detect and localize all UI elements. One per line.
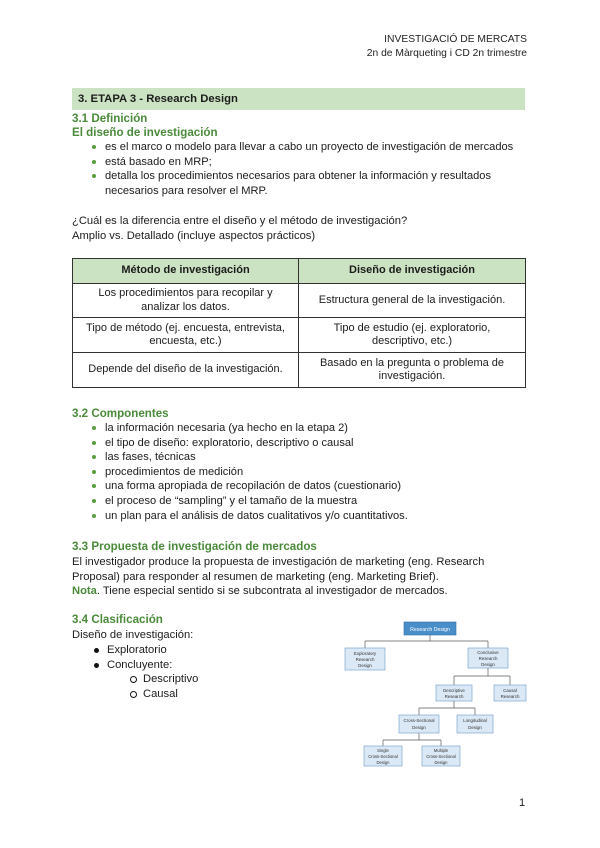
bullet-icon — [94, 648, 99, 653]
diagram-label: Research — [478, 656, 498, 661]
bullet-icon — [92, 499, 96, 503]
list-item: Causal — [127, 687, 198, 702]
list-item: las fases, técnicas — [88, 450, 528, 465]
difference-question: ¿Cuál es la diferencia entre el diseño y el método de investigación? — [72, 215, 408, 227]
proposal-text-line1: El investigador produce la propuesta de investigación de marketing (eng. Research — [72, 556, 485, 568]
table-header-row — [73, 259, 526, 284]
column-header: Diseño de investigación — [299, 259, 526, 284]
diagram-root-label: Research Design — [410, 627, 450, 633]
bullet-icon — [92, 174, 96, 178]
diagram-label: Cross-Sectional — [403, 718, 435, 723]
bullet-icon — [92, 441, 96, 445]
list-item: detalla los procedimientos necesarios para obtener la información y resultados — [88, 169, 528, 184]
list-item: Descriptivo — [127, 672, 198, 687]
table-row — [73, 284, 526, 318]
bullet-icon — [92, 145, 96, 149]
list-item: un plan para el análisis de datos cualitativos y/o cuantitativos. — [88, 509, 528, 524]
table-row — [73, 353, 526, 388]
nota-label: Nota — [72, 585, 97, 597]
nota-line — [72, 584, 448, 599]
table-cell: Tipo de estudio (ej. exploratorio, descriptivo, etc.) — [299, 318, 526, 353]
diagram-label: Design — [481, 662, 495, 667]
diagram-label: Design — [434, 760, 448, 765]
bullet-icon — [92, 470, 96, 474]
subheading-diseno: El diseño de investigación — [72, 126, 218, 139]
table-cell: Basado en la pregunta o problema de investigación. — [299, 353, 526, 388]
diagram-label: Multiple — [433, 748, 449, 753]
bullet-icon — [92, 426, 96, 430]
bullet-icon — [94, 663, 99, 668]
nota-text: . Tiene especial sentido si se subcontrata al investigador de mercados. — [96, 585, 448, 597]
diagram-label: Single — [377, 748, 389, 753]
diagram-label: Design — [376, 760, 390, 765]
heading-3-3: 3.3 Propuesta de investigación de mercados — [72, 540, 317, 553]
list-item: Exploratorio — [91, 643, 172, 658]
list-item-continuation: necesarios para resolver el MRP. — [105, 184, 268, 197]
table-cell: Depende del diseño de la investigación. — [73, 353, 299, 388]
proposal-text-line2: Proposal) para responder al resumen de marketing (eng. Marketing Brief). — [72, 571, 439, 583]
diagram-label: Exploratory — [353, 651, 377, 656]
bullet-icon — [92, 514, 96, 518]
list-item: el proceso de “sampling” y el tamaño de la muestra — [88, 494, 528, 509]
components-list — [88, 421, 528, 523]
difference-answer: Amplio vs. Detallado (incluye aspectos prácticos) — [72, 230, 316, 242]
classification-list — [91, 643, 172, 672]
table-cell: Los procedimientos para recopilar y analizar los datos. — [73, 284, 299, 318]
diagram-label: Conclusive — [477, 650, 499, 655]
column-header: Método de investigación — [73, 259, 299, 284]
heading-3-4: 3.4 Clasificación — [72, 613, 163, 626]
table-cell: Estructura general de la investigación. — [299, 284, 526, 318]
diagram-label: Descriptive — [443, 688, 465, 693]
hollow-bullet-icon — [130, 676, 137, 683]
hollow-bullet-icon — [130, 691, 137, 698]
document-header — [367, 33, 527, 61]
heading-3-2: 3.2 Componentes — [72, 407, 169, 420]
bullet-icon — [92, 484, 96, 488]
list-item: es el marco o modelo para llevar a cabo un proyecto de investigación de mercados — [88, 140, 528, 155]
table-cell: Tipo de método (ej. encuesta, entrevista, encuesta, etc.) — [73, 318, 299, 353]
comparison-table — [72, 258, 526, 388]
diagram-label: Research — [355, 657, 375, 662]
list-item: procedimientos de medición — [88, 465, 528, 480]
research-design-diagram — [330, 615, 540, 775]
bullet-icon — [92, 160, 96, 164]
list-item: la información necesaria (ya hecho en la etapa 2) — [88, 421, 528, 436]
list-item: está basado en MRP; — [88, 155, 528, 170]
diagram-label: Design — [412, 725, 426, 730]
section-title-bar: 3. ETAPA 3 - Research Design — [72, 88, 525, 110]
diagram-label: Research — [500, 694, 520, 699]
diagram-label: Cross-Sectional — [426, 754, 456, 759]
header-course: INVESTIGACIÓ DE MERCATS — [384, 34, 527, 45]
list-item: Concluyente: — [91, 658, 172, 673]
table-row — [73, 318, 526, 353]
diagram-label: Research — [444, 694, 464, 699]
header-term: 2n de Màrqueting i CD 2n trimestre — [366, 48, 527, 59]
heading-3-1: 3.1 Definición — [72, 112, 148, 125]
diagram-label: Causal — [503, 688, 517, 693]
diagram-label: Design — [468, 725, 482, 730]
diagram-label: Longitudinal — [463, 718, 487, 723]
diagram-label: Design — [358, 663, 372, 668]
list-item: una forma apropiada de recopilación de datos (cuestionario) — [88, 479, 528, 494]
definition-list — [88, 140, 528, 198]
classification-intro: Diseño de investigación: — [72, 629, 194, 641]
list-item: el tipo de diseño: exploratorio, descriptivo o causal — [88, 436, 528, 451]
page-number: 1 — [519, 797, 526, 809]
bullet-icon — [92, 455, 96, 459]
classification-sublist — [127, 672, 198, 701]
diagram-label: Cross-Sectional — [368, 754, 398, 759]
